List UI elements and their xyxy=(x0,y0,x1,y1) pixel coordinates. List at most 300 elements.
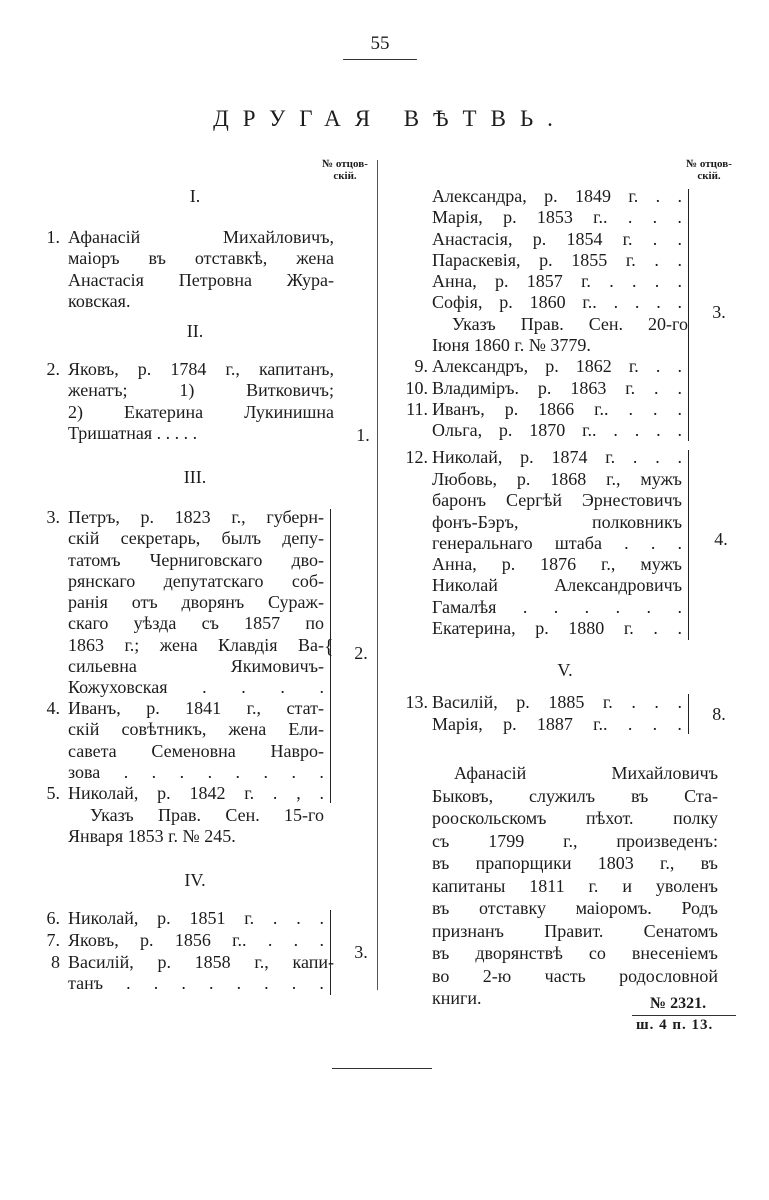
word: 1863 xyxy=(570,378,607,398)
word: мужъ xyxy=(640,469,682,489)
word: . xyxy=(677,378,682,398)
word: г. xyxy=(244,908,255,928)
entry-11 xyxy=(432,399,682,420)
decree-2-line: Іюня 1860 г. № 3779. xyxy=(432,335,591,356)
word: Указъ xyxy=(90,805,134,825)
word: . xyxy=(208,973,214,994)
word: 1885 xyxy=(548,692,585,712)
entry-number-6: 6. xyxy=(46,908,60,928)
word: . xyxy=(241,677,246,698)
word: Николай, xyxy=(68,908,139,928)
word: . xyxy=(236,973,242,994)
word: Черниговскаго xyxy=(149,549,263,570)
word: г.; xyxy=(124,634,140,655)
word: Александровичъ xyxy=(554,575,682,596)
column-divider xyxy=(377,160,378,990)
word: Гамалѣя xyxy=(432,596,497,617)
entry-2-line xyxy=(68,380,334,401)
word: Николай, xyxy=(432,447,503,467)
list-item xyxy=(432,229,682,250)
entry-number-2: 2. xyxy=(46,359,60,379)
word: р. xyxy=(537,378,552,398)
word: маіоромъ. xyxy=(575,898,652,918)
word: . xyxy=(179,761,185,782)
word: . xyxy=(677,186,682,206)
word: скаго xyxy=(68,613,109,634)
word: р. xyxy=(503,207,517,228)
page-heading: ДРУГАЯ ВѢТВЬ. xyxy=(213,106,567,131)
word: , xyxy=(296,783,301,803)
word: баронъ xyxy=(432,490,487,511)
registry-number: № 2321. xyxy=(650,995,707,1012)
entry-3-line xyxy=(68,507,324,528)
entry-3-line xyxy=(68,592,324,613)
word: г. xyxy=(581,271,591,292)
daughter-olga xyxy=(432,420,682,441)
word: . xyxy=(319,783,324,803)
word: Сергѣй xyxy=(506,490,563,511)
word: танъ xyxy=(68,973,104,994)
word: . xyxy=(677,420,682,440)
word: Анна, xyxy=(432,554,477,575)
word: . xyxy=(632,447,638,467)
entry-number-10: 10. xyxy=(405,378,428,398)
brace-icon: { xyxy=(324,636,334,658)
word: . xyxy=(677,207,682,228)
word: рооскольскомъ xyxy=(432,808,547,828)
word: произведенъ: xyxy=(616,830,718,851)
paragraph-line xyxy=(432,897,718,920)
word: р. xyxy=(499,292,513,313)
word: . xyxy=(634,420,640,440)
word: г.. xyxy=(593,714,608,734)
word: Василій, xyxy=(432,692,498,712)
entry-7 xyxy=(68,930,324,951)
word: 1851 xyxy=(189,908,226,928)
entry-4-line xyxy=(68,741,324,762)
word: Афанасій xyxy=(68,227,141,247)
word: Быковъ, xyxy=(432,785,494,806)
entry-4-line xyxy=(68,762,324,783)
word: . xyxy=(654,378,659,398)
word: . xyxy=(646,596,652,617)
word: Екатерина, xyxy=(432,618,516,639)
word: р. xyxy=(544,186,558,206)
word: . xyxy=(677,356,682,376)
word: 2) xyxy=(68,401,83,422)
word: дво- xyxy=(291,549,324,570)
word: г. xyxy=(622,228,633,249)
word: Иванъ, xyxy=(432,399,485,419)
word: 1863 xyxy=(68,634,104,655)
word: скій xyxy=(68,719,100,740)
entry-2-line xyxy=(68,359,334,380)
word: р. xyxy=(501,554,516,575)
word: Петровна xyxy=(178,269,252,290)
word: . xyxy=(631,271,637,292)
entry-3-line xyxy=(68,571,324,592)
word: . xyxy=(677,292,682,313)
word: . xyxy=(677,228,682,249)
word: 1853 xyxy=(536,207,573,228)
entry-number-1: 1. xyxy=(46,227,60,247)
word: Яковъ, xyxy=(68,359,119,379)
group-bracket-b xyxy=(688,450,689,640)
word: . xyxy=(263,761,268,782)
registry-location: ш. 4 п. 13. xyxy=(636,1017,714,1033)
word: отставкѣ, xyxy=(194,248,268,269)
word: . xyxy=(628,399,633,419)
father-ref-group-b: 4. xyxy=(714,529,728,549)
word: г. xyxy=(602,692,613,712)
left-column-header xyxy=(318,158,372,182)
word: г. xyxy=(244,783,255,803)
word: . xyxy=(613,292,619,313)
word: 1842 xyxy=(189,783,226,803)
word: р. xyxy=(516,469,531,489)
word: 1803 xyxy=(597,853,634,873)
word: капи- xyxy=(292,952,334,972)
entry-number-11: 11. xyxy=(406,399,428,419)
page-number-rule xyxy=(343,59,417,60)
word: въ xyxy=(630,785,649,806)
word: . xyxy=(654,692,659,712)
word: р. xyxy=(157,908,171,928)
word: г.. xyxy=(593,207,608,228)
left-column-header-line2: скій. xyxy=(333,170,357,182)
word: . xyxy=(656,292,661,313)
word: . xyxy=(319,930,324,950)
word: рянскаго xyxy=(68,570,136,591)
word: . xyxy=(654,271,660,292)
word: Якимовичъ- xyxy=(230,656,324,677)
word: мужъ xyxy=(640,554,682,575)
word: 1870 xyxy=(529,420,566,440)
word: Николай, xyxy=(68,783,139,803)
word: р. xyxy=(140,930,154,950)
word: . xyxy=(267,930,273,950)
word: Сен. xyxy=(225,805,260,825)
word: признанъ xyxy=(432,920,504,941)
word: . xyxy=(272,908,278,928)
generation-heading-iv: IV. xyxy=(184,870,206,890)
page-end-rule xyxy=(332,1068,432,1069)
father-ref-entries-6-8: 3. xyxy=(354,942,368,962)
word: совѣтникъ, xyxy=(121,719,207,740)
word: жена xyxy=(228,719,267,740)
word: . xyxy=(280,677,285,698)
word: 1862 xyxy=(575,356,612,376)
word: по xyxy=(305,613,324,634)
entry-1-line xyxy=(68,248,334,269)
word: Эрнестовичъ xyxy=(581,490,682,511)
word: . xyxy=(652,207,658,228)
word: Ста- xyxy=(684,785,718,806)
word: . xyxy=(153,973,159,994)
word: . xyxy=(677,399,682,419)
word: . xyxy=(677,618,682,639)
word: р. xyxy=(495,271,509,292)
entry-1 xyxy=(68,227,334,312)
word: въ xyxy=(432,898,450,918)
entry-number-9: 9. xyxy=(414,356,428,376)
word: Кожуховская xyxy=(68,677,168,698)
word: капитаны xyxy=(432,875,506,896)
generation-heading-i: I. xyxy=(189,186,201,206)
paragraph-line xyxy=(432,942,718,965)
word: съ xyxy=(201,613,219,634)
word: . xyxy=(653,618,658,639)
word: . xyxy=(677,249,682,270)
list-item xyxy=(432,186,682,207)
word: 1) xyxy=(179,380,195,401)
word: . xyxy=(677,532,682,553)
entry-8 xyxy=(68,952,334,995)
word: въ xyxy=(700,853,718,873)
word: . xyxy=(677,447,682,467)
word: . xyxy=(272,783,278,803)
word: генеральнаго xyxy=(432,532,533,553)
entry-11-line xyxy=(432,399,682,420)
word: . xyxy=(207,761,213,782)
paragraph-line xyxy=(432,965,718,988)
word: 1855 xyxy=(571,249,608,270)
word: г., xyxy=(606,469,621,489)
word: и xyxy=(622,875,632,896)
word: . xyxy=(319,908,324,928)
word: съ xyxy=(432,830,450,851)
word: г., xyxy=(660,853,675,873)
father-ref-entry-2: 1. xyxy=(356,425,370,445)
word: р. xyxy=(157,952,171,972)
word: Витковичъ; xyxy=(246,380,334,401)
word: . xyxy=(627,207,633,228)
entry-3-line xyxy=(68,677,324,698)
paragraph-line: книги. xyxy=(432,988,482,1008)
word: 1799 xyxy=(488,830,525,851)
word: 2-ю xyxy=(482,965,512,986)
father-ref-group-c: 8. xyxy=(712,704,726,724)
entry-3-line xyxy=(68,550,324,571)
word: г. xyxy=(625,378,636,398)
right-column-header-line1: № отцов- xyxy=(686,158,732,170)
entry-13 xyxy=(432,692,682,713)
word: депутатскаго xyxy=(163,570,264,591)
decree-2-line xyxy=(452,314,688,335)
word: Прав. xyxy=(520,314,564,334)
list-item xyxy=(432,554,682,575)
word: . xyxy=(677,271,682,292)
word: г.. xyxy=(594,399,609,419)
entry-5-line xyxy=(68,783,324,804)
decree-1 xyxy=(68,805,324,848)
father-ref-group-a: 3. xyxy=(712,302,726,322)
word: дворянъ xyxy=(181,592,245,613)
word: . xyxy=(319,677,324,698)
word: Ольга, xyxy=(432,420,483,440)
word: 1841 xyxy=(185,698,222,718)
word: соб- xyxy=(291,570,324,591)
word: . xyxy=(677,714,682,734)
word: Лукинишна xyxy=(244,401,334,422)
word: Иванъ, xyxy=(68,698,121,718)
entry-9-line xyxy=(432,356,682,377)
word: сильевна xyxy=(68,656,137,677)
entry-3 xyxy=(68,507,324,699)
word: г., xyxy=(601,554,616,575)
word: . xyxy=(613,420,618,440)
word: . xyxy=(522,596,528,617)
entry-9 xyxy=(432,356,682,377)
word: г. xyxy=(605,447,616,467)
word: Владиміръ. xyxy=(432,378,519,398)
generation-heading-ii: II. xyxy=(186,321,204,341)
word: Екатерина xyxy=(124,401,204,422)
word: отставку xyxy=(479,898,546,918)
word: Родъ xyxy=(681,898,718,918)
word: р. xyxy=(532,228,547,249)
word: во xyxy=(432,965,450,986)
word: часть xyxy=(544,965,586,986)
entry-2-line xyxy=(68,402,334,423)
entry-3-line xyxy=(68,528,324,549)
paragraph-line xyxy=(432,762,718,785)
word: внесеніемъ xyxy=(631,943,718,963)
word: 1874 xyxy=(551,447,588,467)
word: р. xyxy=(498,420,513,440)
word: ранія xyxy=(68,592,108,613)
word: г.. xyxy=(582,292,597,313)
list-item xyxy=(432,597,682,618)
word: Василій, xyxy=(68,952,134,972)
entry-10-line xyxy=(432,378,682,399)
word: . xyxy=(652,399,658,419)
word: р. xyxy=(516,692,530,712)
entry-1-line xyxy=(68,270,334,291)
list-item xyxy=(432,250,682,271)
word: . xyxy=(650,532,656,553)
page-number: 55 xyxy=(370,33,390,54)
word: . xyxy=(609,271,614,292)
list-item xyxy=(432,490,682,511)
paragraph-line xyxy=(432,807,718,830)
word: прапорщики xyxy=(475,853,572,873)
word: пѣхот. xyxy=(586,808,634,828)
word: 1854 xyxy=(566,228,603,249)
list-item xyxy=(432,512,682,533)
entry-5 xyxy=(68,783,324,804)
word: Анна, xyxy=(432,271,477,292)
word: г. xyxy=(625,249,636,270)
word: р. xyxy=(140,507,155,527)
entry-4-line xyxy=(68,698,324,719)
word: г., xyxy=(225,359,240,379)
word: 1856 xyxy=(174,930,211,950)
word: . xyxy=(677,596,682,617)
word: родословной xyxy=(619,965,718,986)
word: Анастасія, xyxy=(432,228,513,249)
word: . xyxy=(584,596,590,617)
word: г. xyxy=(628,356,639,376)
word: г., xyxy=(563,830,578,851)
word: р. xyxy=(137,359,152,379)
word: уѣзда xyxy=(133,613,177,634)
word: . xyxy=(319,973,324,994)
word: жена xyxy=(296,248,334,269)
word: 1857 xyxy=(526,271,563,292)
left-column-header-line1: № отцов- xyxy=(322,158,368,170)
entry-number-3: 3. xyxy=(46,507,60,527)
paragraph-line xyxy=(432,785,718,808)
entry-number-7: 7. xyxy=(46,930,60,950)
word: . xyxy=(553,596,559,617)
entry-6-line xyxy=(68,908,324,929)
word: г.. xyxy=(582,420,597,440)
word: 1857 xyxy=(244,613,281,634)
entry-4-line xyxy=(68,719,324,740)
word: Семеновна xyxy=(151,740,236,761)
word: . xyxy=(631,692,636,712)
word: Марія, xyxy=(432,714,483,734)
entry-1-line: ковская. xyxy=(68,290,131,311)
group-bracket-6-8 xyxy=(330,910,331,995)
word: Софія, xyxy=(432,292,483,313)
word: губерн- xyxy=(266,507,324,527)
word: Сен. xyxy=(588,314,624,334)
word: . xyxy=(235,761,241,782)
word: г., xyxy=(231,507,246,527)
word: Ва- xyxy=(297,634,324,655)
word: 1849 xyxy=(575,186,611,206)
list-item xyxy=(432,207,682,228)
word: Ели- xyxy=(288,719,324,740)
entry-13-line xyxy=(432,692,682,713)
word: . xyxy=(291,973,297,994)
entry-1-line xyxy=(68,227,334,248)
word: Яковъ, xyxy=(68,930,119,950)
decree-1-line: Января 1853 г. № 245. xyxy=(68,826,236,847)
entry-12 xyxy=(432,447,682,468)
word: Клавдія xyxy=(218,634,278,655)
word: 1784 xyxy=(170,359,207,379)
word: Прав. xyxy=(158,805,202,825)
word: р. xyxy=(520,447,534,467)
group-bracket-a xyxy=(688,189,689,441)
word: . xyxy=(627,714,633,734)
word: 1860 xyxy=(529,292,566,313)
word: Николай xyxy=(432,575,498,596)
entry-3-line xyxy=(68,613,324,634)
entry-2-line: Тришатная . . . . . xyxy=(68,422,198,443)
word: Жура- xyxy=(286,269,334,290)
word: скій xyxy=(68,528,100,549)
entry-2 xyxy=(68,359,334,444)
word: женатъ; xyxy=(68,380,128,401)
word: г. xyxy=(623,618,634,639)
word: въ xyxy=(148,248,166,269)
word: 1858 xyxy=(194,952,231,972)
entry-number-4: 4. xyxy=(46,698,60,718)
entry-8-line xyxy=(68,973,324,994)
paragraph-line xyxy=(432,920,718,943)
word: . xyxy=(319,761,324,782)
entry-3-line xyxy=(68,635,324,656)
word: . xyxy=(296,908,301,928)
word: . xyxy=(652,714,658,734)
word: Сураж- xyxy=(268,592,324,613)
word: Правит. xyxy=(544,920,604,941)
word: . xyxy=(264,973,269,994)
